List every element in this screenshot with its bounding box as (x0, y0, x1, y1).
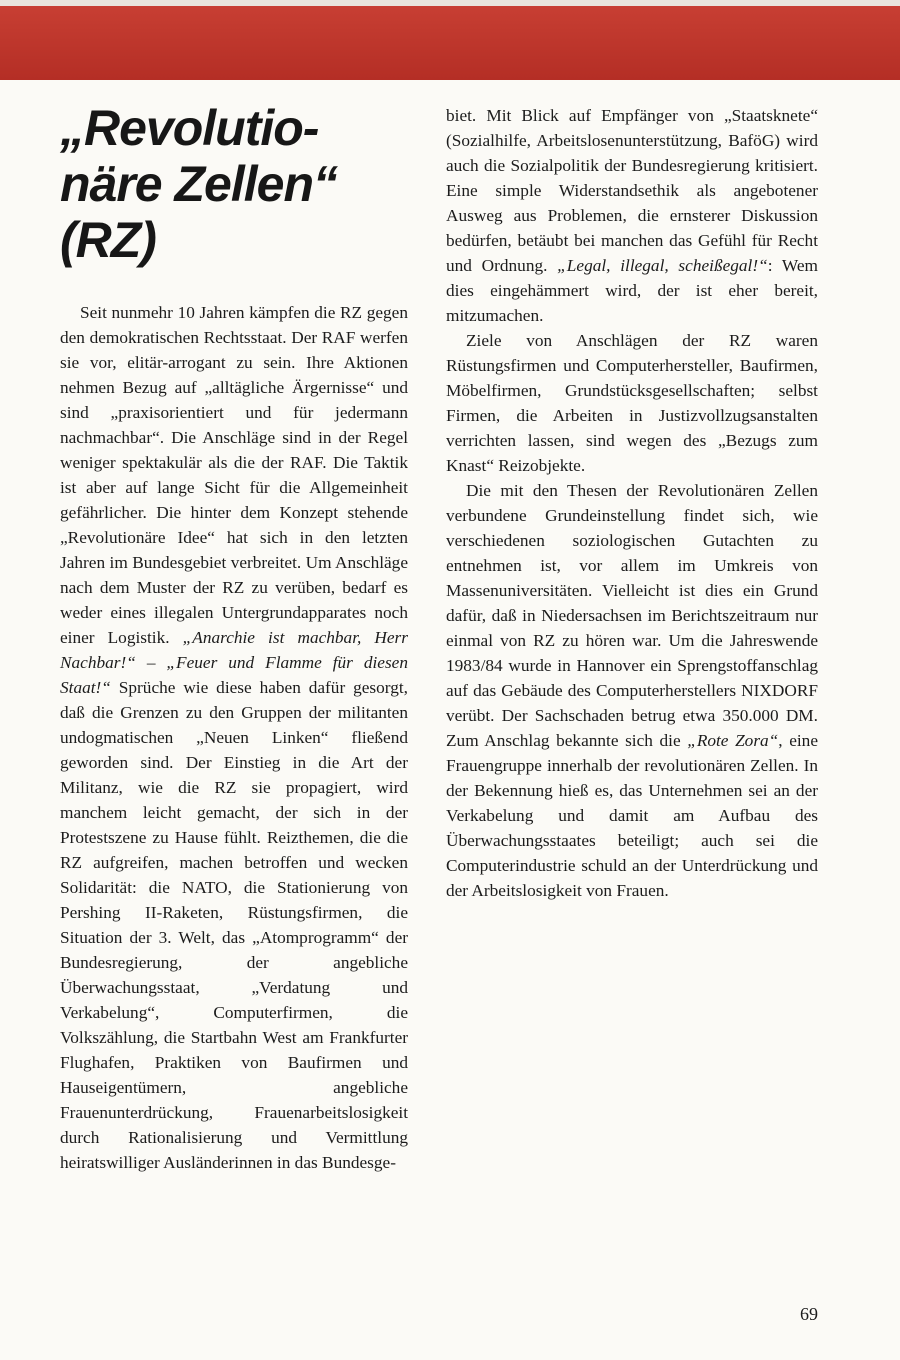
right-paragraph-3 (446, 478, 818, 903)
left-p1-quote-anarchie: „Anarchie ist machbar, Herr Nachbar!“ (60, 628, 409, 672)
left-p1-quote-feuer: „Feuer und Flamme für diesen Staat!“ (60, 653, 408, 697)
right-p3-text-a: Die mit den Thesen der Revolutionären Zellen verbundene Grundeinstellung findet sich, wie verschiedenen soziologischen Gutachten zu entnehmen ist, vor allem im Umkreis von Massenuniversitäten. Vielleicht ist dies ein Grund dafür, daß in Niedersachsen im Berichtszeitraum nur einmal von RZ zu hören war. Um die Jahreswende 1983/84 wurde in Hannover ein Sprengstoffanschlag auf das Gebäude des Computerherstellers NIXDORF verübt. Der Sachschaden betrug etwa 350.000 DM. Zum Anschlag bekannte sich die (446, 481, 818, 750)
right-p1-text-b: : Wem dies eingehämmert wird, der ist eher bereit, mitzumachen. (446, 256, 818, 325)
red-banner (0, 0, 900, 80)
left-paragraph-1 (60, 300, 408, 1175)
right-p1-quote: „Legal, illegal, scheißegal!“ (557, 256, 768, 275)
left-p1-text-b: Sprüche wie diese haben dafür gesorgt, daß die Grenzen zu den Gruppen der militanten undogmatischen „Neuen Linken“ fließend geworden sind. Der Einstieg in die Art der Militanz, wie die RZ sie propagiert, wird manchem leicht gemacht, der sich in der Protestszene zu Hause fühlt. Reizthemen, die die RZ aufgreifen, machen betroffen und wecken Solidarität: die NATO, die Stationierung von Pershing II-Raketen, Rüstungsfirmen, die Situation der 3. Welt, das „Atomprogramm“ der Bundesregierung, der angebliche Überwachungsstaat, „Verdatung und Verkabelung“, Computerfirmen, die Volkszählung, die Startbahn West am Frankfurter Flughafen, Praktiken von Baufirmen und Hauseigentümern, angebliche Frauenunterdrückung, Frauenarbeitslosigkeit durch Rationalisierung und Vermittlung heiratswilliger Ausländerinnen in das Bundesge- (60, 678, 408, 1172)
heading-line-3: (RZ) (60, 212, 156, 268)
right-paragraph-1 (446, 103, 818, 328)
left-column (60, 300, 408, 1175)
right-p3-text-b: , eine Frauengruppe innerhalb der revolutionären Zellen. In der Bekennung hieß es, das Unternehmen sei an der Verkabelung und damit am Aufbau des Überwachungsstaates beteiligt; auch sei die Computerindustrie schuld an der Unterdrückung und der Arbeitslosigkeit von Frauen. (446, 731, 818, 900)
right-p3-quote: „Rote Zora“ (687, 731, 779, 750)
left-p1-text-a: Seit nunmehr 10 Jahren kämpfen die RZ gegen den demokratischen Rechtsstaat. Der RAF werfen sie vor, elitär-arrogant zu sein. Ihre Aktionen nehmen Bezug auf „alltägliche Ärgernisse“ und sind „praxisorientiert und für jedermann nachmachbar“. Die Anschläge sind in der Regel weniger spektakulär als die der RAF. Die Taktik ist aber auf lange Sicht für die Allgemeinheit gefährlicher. Die hinter dem Konzept stehende „Revolutionäre Idee“ hat sich in den letzten Jahren im Bundesgebiet verbreitet. Um Anschläge nach dem Muster der RZ zu verüben, bedarf es weder eines illegalen Untergrundapparates noch einer Logistik. (60, 303, 408, 647)
right-column (446, 103, 818, 903)
article-heading (60, 100, 420, 268)
left-p1-dash: – (135, 653, 167, 672)
page-number: 69 (800, 1304, 818, 1324)
right-paragraph-2: Ziele von Anschlägen der RZ waren Rüstungsfirmen und Computerhersteller, Baufirmen, Möbelfirmen, Grundstücksgesellschaften; selbst Firmen, die Arbeiten in Justizvollzugsanstalten verrichten lassen, sind wegen des „Bezugs zum Knast“ Reizobjekte. (446, 331, 818, 475)
right-p1-text-a: biet. Mit Blick auf Empfänger von „Staatsknete“ (Sozialhilfe, Arbeitslosenunterstützung, BaföG) wird auch die Sozialpolitik der Bundesregierung kritisiert. Eine simple Widerstandsethik als angebotener Ausweg aus Problemen, die ernsterer Diskussion bedürfen, betäubt bei manchen das Gefühl für Recht und Ordnung. (446, 106, 818, 275)
heading-line-2: näre Zellen“ (60, 156, 337, 212)
heading-line-1: „Revolutio- (60, 100, 319, 156)
